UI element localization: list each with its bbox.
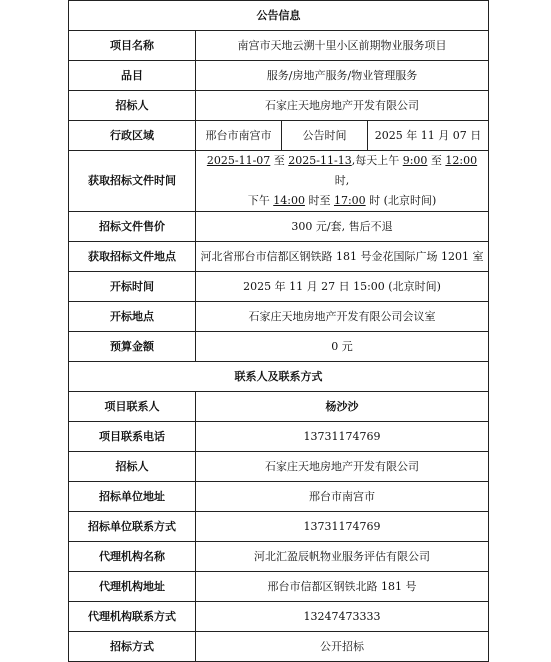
doc-end-date: 2025-11-13 <box>288 154 352 167</box>
value-doc-time <box>196 151 489 212</box>
notice-table <box>68 0 489 662</box>
value-contact-person: 杨沙沙 <box>196 392 489 422</box>
value-agency-address: 邢台市信都区钢铁北路 181 号 <box>196 572 489 602</box>
value-project-name: 南宫市天地云溯十里小区前期物业服务项目 <box>196 31 489 61</box>
row-agency-name <box>69 542 489 572</box>
label-tenderer-phone: 招标单位联系方式 <box>69 512 196 542</box>
row-tenderer-address <box>69 482 489 512</box>
value-tenderer-address: 邢台市南宫市 <box>196 482 489 512</box>
doc-daily: ,每天上午 <box>351 154 400 167</box>
doc-comma: 时, <box>334 174 350 187</box>
doc-suffix: 时 (北京时间) <box>369 194 437 207</box>
row-agency-phone <box>69 602 489 632</box>
row-doc-time <box>69 151 489 212</box>
doc-time-line-2 <box>200 191 484 211</box>
row-tenderer-phone <box>69 512 489 542</box>
doc-pm-end: 17:00 <box>333 194 366 207</box>
label-region: 行政区域 <box>69 121 196 151</box>
doc-to-1: 至 <box>273 154 285 167</box>
section-title-notice-info: 公告信息 <box>69 1 489 31</box>
label-doc-time: 获取招标文件时间 <box>69 151 196 212</box>
value-open-place: 石家庄天地房地产开发有限公司会议室 <box>196 302 489 332</box>
label-method: 招标方式 <box>69 632 196 662</box>
label-doc-price: 招标文件售价 <box>69 212 196 242</box>
value-budget: 0 元 <box>196 332 489 362</box>
label-agency-phone: 代理机构联系方式 <box>69 602 196 632</box>
value-category: 服务/房地产服务/物业管理服务 <box>196 61 489 91</box>
doc-to-3: 时至 <box>308 194 331 207</box>
label-open-time: 开标时间 <box>69 272 196 302</box>
row-budget <box>69 332 489 362</box>
label-project-name: 项目名称 <box>69 31 196 61</box>
doc-pm-prefix: 下午 <box>247 194 270 207</box>
value-contact-phone: 13731174769 <box>196 422 489 452</box>
value-tenderer: 石家庄天地房地产开发有限公司 <box>196 91 489 121</box>
section-title-contacts: 联系人及联系方式 <box>69 362 489 392</box>
row-doc-price <box>69 212 489 242</box>
value-notice-time: 2025 年 11 月 07 日 <box>368 121 489 151</box>
value-region: 邢台市南宫市 <box>196 121 282 151</box>
label-tenderer: 招标人 <box>69 91 196 121</box>
row-contact-person <box>69 392 489 422</box>
value-open-time: 2025 年 11 月 27 日 15:00 (北京时间) <box>196 272 489 302</box>
value-contact-tenderer: 石家庄天地房地产开发有限公司 <box>196 452 489 482</box>
value-doc-price: 300 元/套, 售后不退 <box>196 212 489 242</box>
label-category: 品目 <box>69 61 196 91</box>
label-contact-person: 项目联系人 <box>69 392 196 422</box>
row-open-place <box>69 302 489 332</box>
label-budget: 预算金额 <box>69 332 196 362</box>
doc-pm-start: 14:00 <box>273 194 305 207</box>
value-tenderer-phone: 13731174769 <box>196 512 489 542</box>
doc-am-end: 12:00 <box>445 154 478 167</box>
doc-am-start: 9:00 <box>402 154 428 167</box>
label-contact-tenderer: 招标人 <box>69 452 196 482</box>
label-doc-place: 获取招标文件地点 <box>69 242 196 272</box>
value-doc-place: 河北省邢台市信都区钢铁路 181 号金花国际广场 1201 室 <box>196 242 489 272</box>
value-agency-phone: 13247473333 <box>196 602 489 632</box>
row-doc-place <box>69 242 489 272</box>
row-region <box>69 121 489 151</box>
row-open-time <box>69 272 489 302</box>
row-contact-phone <box>69 422 489 452</box>
row-agency-address <box>69 572 489 602</box>
label-contact-phone: 项目联系电话 <box>69 422 196 452</box>
value-method: 公开招标 <box>196 632 489 662</box>
row-category <box>69 61 489 91</box>
row-contact-tenderer <box>69 452 489 482</box>
value-agency-name: 河北汇盈辰帆物业服务评估有限公司 <box>196 542 489 572</box>
label-notice-time: 公告时间 <box>282 121 368 151</box>
label-agency-address: 代理机构地址 <box>69 572 196 602</box>
doc-time-line-1 <box>200 151 484 191</box>
row-tenderer <box>69 91 489 121</box>
row-method <box>69 632 489 662</box>
label-tenderer-address: 招标单位地址 <box>69 482 196 512</box>
doc-start-date: 2025-11-07 <box>206 154 271 167</box>
label-agency-name: 代理机构名称 <box>69 542 196 572</box>
row-project-name <box>69 31 489 61</box>
label-open-place: 开标地点 <box>69 302 196 332</box>
doc-to-2: 至 <box>430 154 442 167</box>
